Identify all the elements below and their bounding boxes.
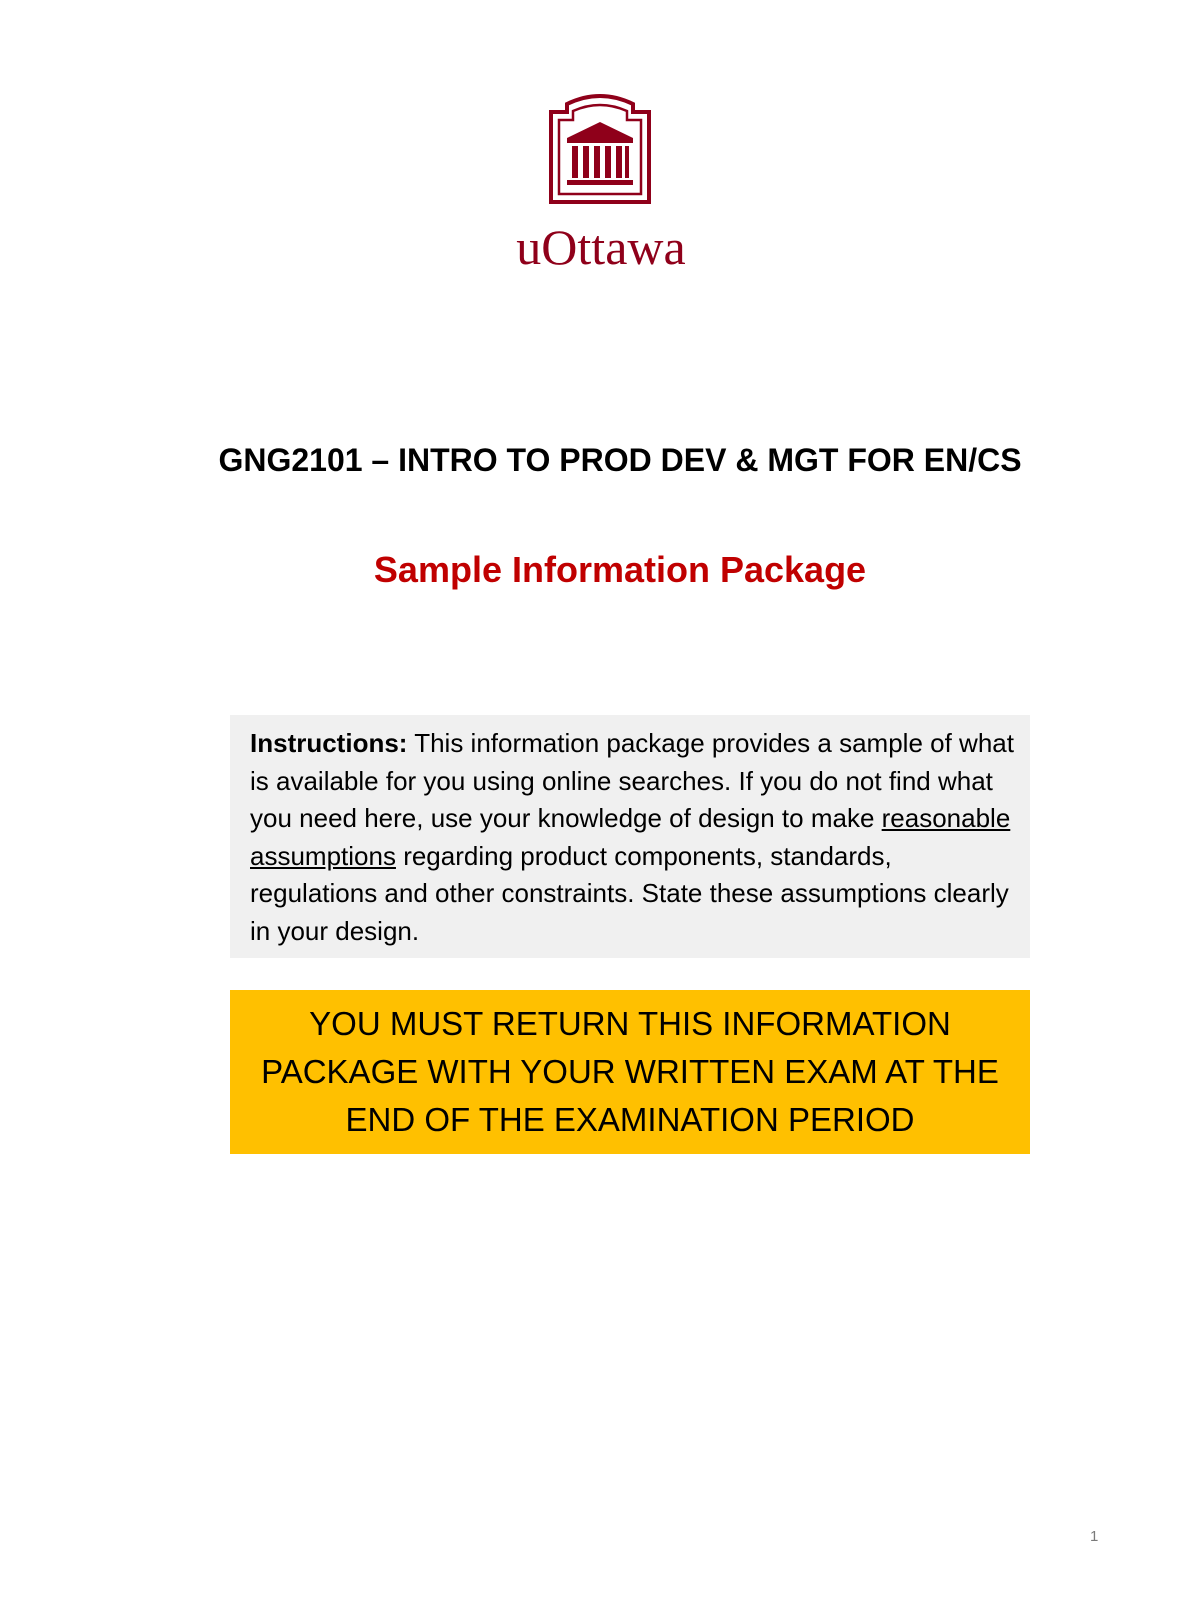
package-title: Sample Information Package (373, 549, 867, 590)
warning-line: YOU MUST RETURN THIS INFORMATION (309, 1005, 951, 1042)
instructions-label: Instructions: (250, 728, 408, 758)
logo-wordmark: uOttawa (516, 219, 686, 275)
page-number: 1 (1090, 1528, 1099, 1545)
building-emblem-icon (545, 90, 655, 210)
instructions-box (230, 715, 1030, 958)
instructions-text: This information package provides a sample of what is available for you using online searches. If you do not find what you need here, use your knowledge of design to make (250, 728, 1014, 833)
warning-box (230, 990, 1030, 1154)
warning-line: PACKAGE WITH YOUR WRITTEN EXAM AT THE (261, 1053, 999, 1090)
course-title: GNG2101 – INTRO TO PROD DEV & MGT FOR EN/CS (218, 442, 1022, 478)
instructions-underlined-text: reasonable assumptions (250, 803, 1011, 871)
warning-line: END OF THE EXAMINATION PERIOD (345, 1101, 915, 1138)
university-logo (0, 90, 1200, 276)
instructions-text-end: regarding product components, standards, regulations and other constraints. State these assumptions clearly in your design. (250, 840, 1009, 946)
